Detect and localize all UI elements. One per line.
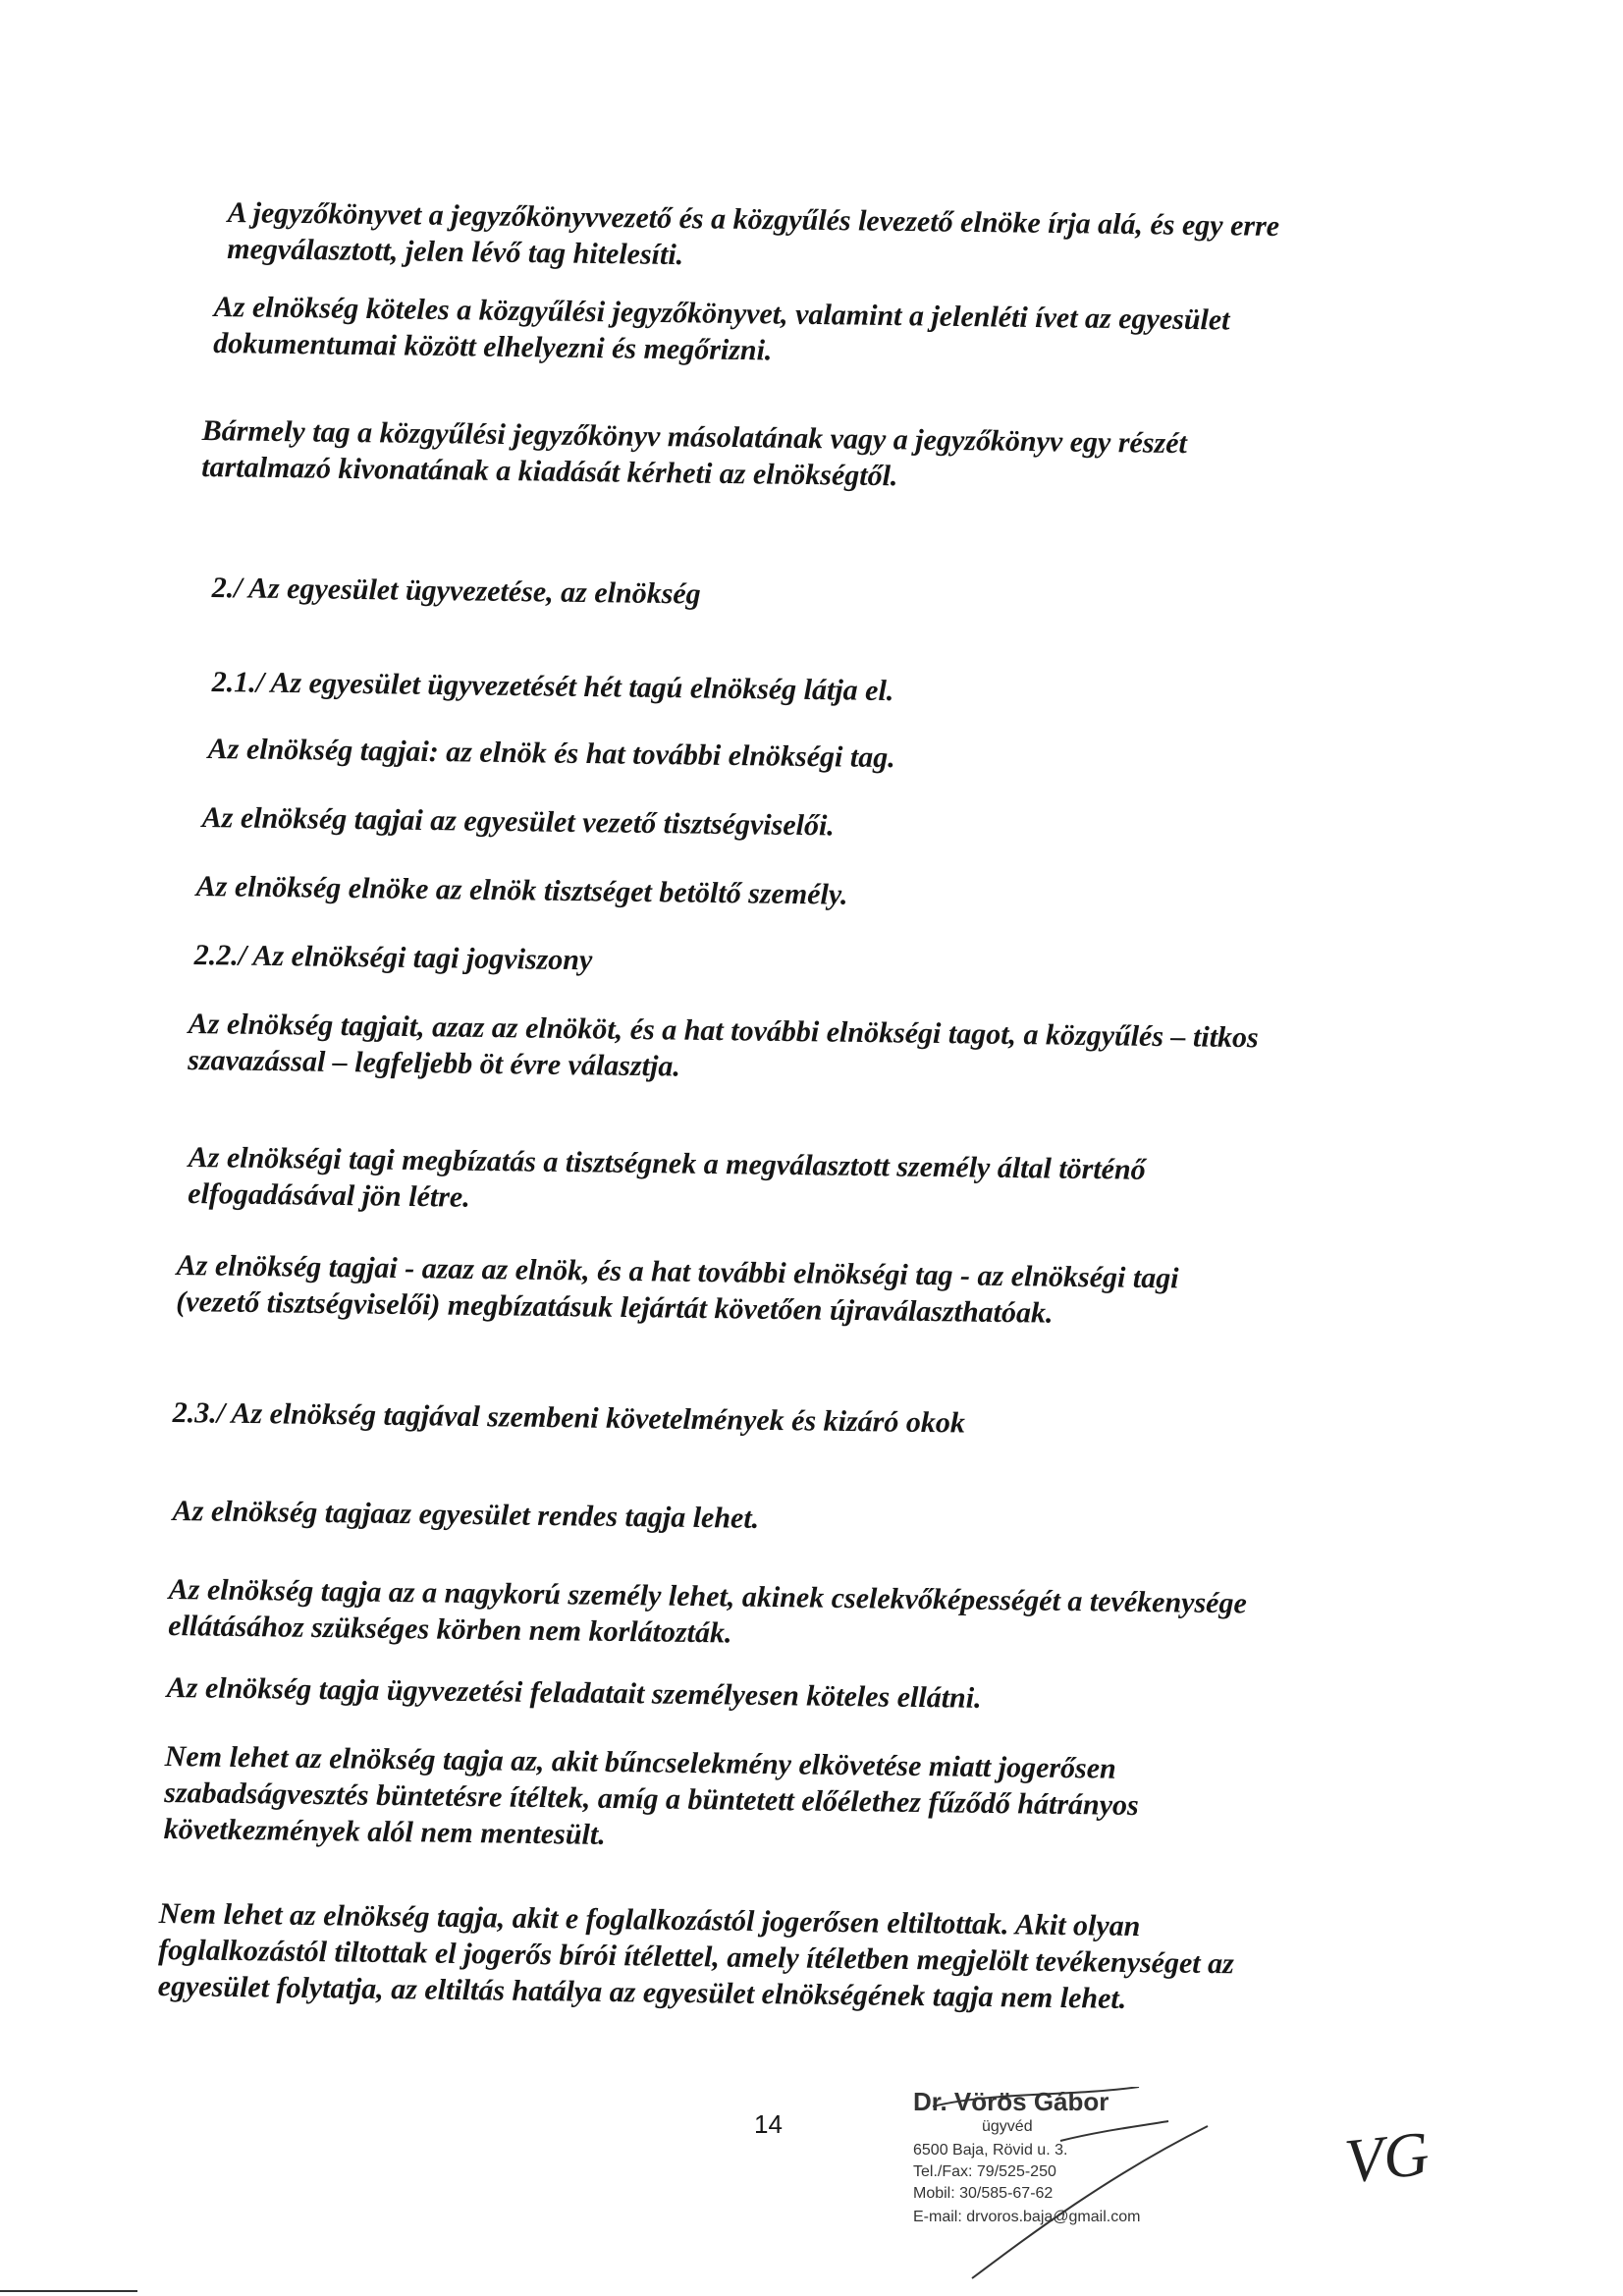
paragraph-line: szabadságvesztés büntetésre ítéltek, amíg a büntetett előélethez fűződő hátrányos [164,1776,1139,1822]
paragraph [188,1139,1622,1230]
paragraph [212,570,1623,625]
margin-divider [0,2290,137,2292]
paragraph-line: tartalmazó kivonatának a kiadását kérheti az elnökségtől. [201,450,898,493]
paragraph [213,289,1623,380]
page-number: 14 [754,2109,783,2139]
paragraph [176,1247,1610,1339]
paragraph [208,731,1623,786]
paragraph-line: szavazással – legfeljebb öt évre választja. [188,1043,681,1083]
paragraph [212,664,1623,719]
handwritten-initials: VG [1341,2117,1433,2197]
paragraph [167,1669,1600,1724]
paragraph-line: Az elnökség tagjai - azaz az elnök, és a hat további elnökségi tag - az elnökségi tagi [176,1248,1179,1295]
paragraph-line: Az elnökség tagjaaz egyesület rendes tagja lehet. [172,1494,760,1535]
paragraph-line: Az elnökség tagjai az egyesület vezető tisztségviselői. [201,800,836,843]
paragraph [173,1394,1606,1449]
paragraph-line: A jegyzőkönyvet a jegyzőkönyvvezető és a közgyűlés levezető elnöke írja alá, és egy erre [227,195,1280,244]
paragraph-line: Az elnökség tagjai: az elnök és hat további elnökségi tag. [207,732,895,775]
paragraph-line: 2.3./ Az elnökség tagjával szembeni követelmények és kizáró okok [172,1395,966,1440]
paragraph-line: Nem lehet az elnökség tagja az, akit bűncselekmény elkövetése miatt jogerősen [164,1739,1116,1785]
paragraph [201,412,1623,504]
paragraph-line: Az elnökség tagjait, azaz az elnököt, és a hat további elnökségi tagot, a közgyűlés – titkos [188,1007,1259,1055]
paragraph-line: 2.2./ Az elnökségi tagi jogviszony [193,938,593,977]
paragraph-line: Bármely tag a közgyűlési jegyzőkönyv másolatának vagy a jegyzőkönyv egy részét [201,413,1188,461]
paragraph-line: Az elnökség tagja ügyvezetési feladatait személyesen köteles ellátni. [166,1670,982,1715]
paragraph [227,194,1623,286]
paragraph-line: egyesület folytatja, az eltiltás hatálya az egyesület elnökségének tagja nem lehet. [157,1969,1127,2015]
paragraph-line: következmények alól nem mentesült. [163,1812,606,1851]
stamp-line: E-mail: drvoros.baja@gmail.com [913,2209,1141,2225]
paragraph-line: 2.1./ Az egyesület ügyvezetését hét tagú elnökség látja el. [211,665,894,708]
paragraph [164,1738,1598,1866]
paragraph-line: 2./ Az egyesület ügyvezetése, az elnökség [211,571,701,611]
stamp-line: 6500 Baja, Rövid u. 3. [913,2142,1068,2159]
paragraph-line: Az elnökség köteles a közgyűlési jegyzőkönyvet, valamint a jelenléti ívet az egyesület [213,290,1230,337]
paragraph [173,1493,1606,1548]
stamp-line: Tel./Fax: 79/525-250 [913,2163,1056,2180]
stamp-line: Dr. Vörös Gábor [913,2087,1109,2116]
paragraph [202,799,1623,854]
paragraph-line: foglalkozástól tiltottak el jogerős bírói ítélettel, amely ítéletben megjelölt tevékenységet az [158,1933,1235,1981]
paragraph [168,1571,1602,1663]
paragraph-line: Az elnökségi tagi megbízatás a tisztségnek a megválasztott személy által történő [188,1140,1146,1186]
paragraph-line: Az elnökség elnöke az elnök tisztséget betöltő személy. [195,869,848,911]
paragraph-line: megválasztott, jelen lévő tag hitelesíti. [227,232,684,272]
paragraph-line: dokumentumai között elhelyezni és megőrizni. [213,326,773,367]
paragraph-line: Nem lehet az elnökség tagja, akit e foglalkozástól jogerősen eltiltottak. Akit olyan [158,1896,1141,1943]
lawyer-stamp [913,2087,1247,2283]
paragraph [194,937,1623,992]
paragraph-line: ellátásához szükséges körben nem korlátozták. [168,1609,732,1650]
stamp-line: ügyvéd [982,2118,1033,2135]
paragraph-line: Az elnökség tagja az a nagykorú személy lehet, akinek cselekvőképességét a tevékenysége [168,1572,1248,1620]
paragraph [158,1895,1593,2023]
paragraph [196,868,1623,923]
paragraph-line: (vezető tisztségviselői) megbízatásuk lejártát követően újraválaszthatóak. [176,1285,1054,1330]
stamp-line: Mobil: 30/585-67-62 [913,2185,1054,2202]
paragraph-line: elfogadásával jön létre. [188,1176,470,1214]
paragraph [188,1006,1622,1097]
